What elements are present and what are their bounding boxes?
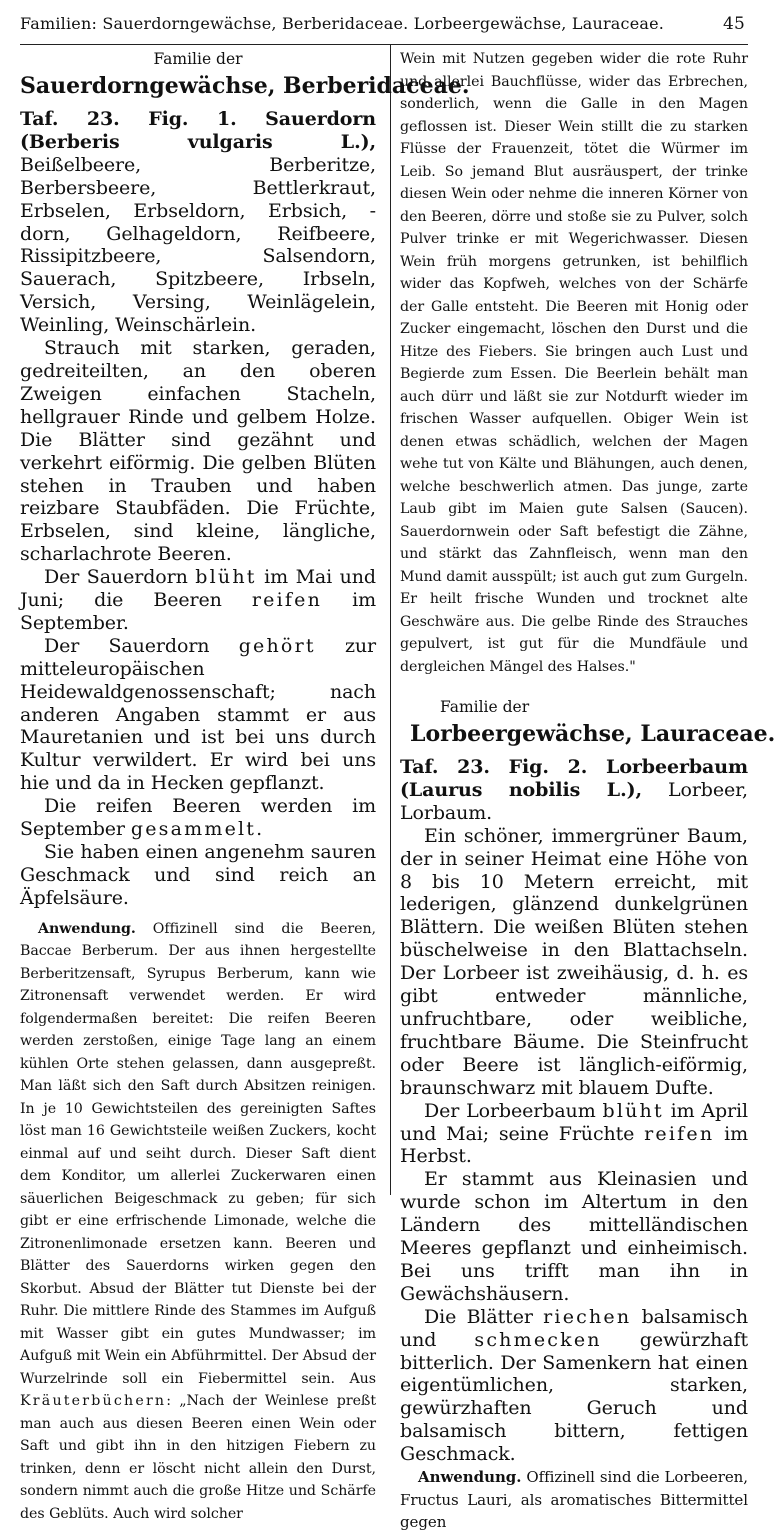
habitat-text: zur mitteleuropäischen Heidewaldgenossenschaft; nach anderen Angaben stammt er aus Mauretanien und ist bei uns durch Kultur verwildert. Er wird bei uns hie und da in Hecken gepflanzt. — [20, 634, 376, 795]
harvest-paragraph — [20, 795, 376, 841]
family-label: Familie der — [153, 50, 243, 68]
ripen-emphasis: reifen — [251, 589, 323, 612]
right-column — [400, 48, 775, 1534]
entry-synonyms: Lorbeer, Lorbaum. — [400, 778, 748, 824]
bloom-text: im Mai und Juni; die Beeren — [20, 566, 376, 612]
harvest-text: . — [256, 818, 263, 841]
bloom-paragraph — [20, 566, 376, 635]
family-title: Lorbeergewächse, Lauraceae. — [410, 721, 775, 747]
spacer — [400, 678, 748, 696]
usage-label: Anwendung. — [38, 920, 136, 937]
usage-paragraph — [400, 1466, 748, 1534]
smell-text: gewürzhaft bitterlich. Der Samenkern hat einen eigentümlichen, starken, gewürzhaften Geruch und balsamisch bittern, fettigen Geschmack. — [400, 1328, 748, 1466]
description-paragraph: Strauch mit starken, geraden, gedreiteilten, an den oberen Zweigen einfachen Stacheln, hellgrauer Rinde und gelbem Holze. Die Blätter sind gezähnt und verkehrt eiförmig. Die gelben Blüten stehen in Trauben und haben reizbare Staubfäden. Die Früchte, Erbselen, sind kleine, längliche, scharlachrote Beeren. — [20, 337, 376, 566]
header-rule — [20, 44, 748, 45]
usage-emphasis: Kräuterbüchern — [20, 1393, 167, 1410]
usage-text: Offizinell sind die Lorbeeren, Fructus Lauri, als aromatisches Bittermittel gegen — [400, 1468, 748, 1532]
smell-emphasis: riechen — [543, 1305, 632, 1328]
bloom-text: im September. — [20, 589, 376, 634]
usage-label: Anwendung. — [418, 1468, 522, 1487]
bloom-text: im April und Mai; seine Früchte — [400, 1099, 748, 1145]
bloom-text: Der Sauerdorn — [44, 566, 196, 589]
habitat-text: Der Sauerdorn — [44, 634, 239, 657]
usage-text: : „Nach der Weinlese preßt man auch aus diesen Beeren einen Wein oder Saft und gibt ihn in den hitzigen Fiebern zu trinken, denn er löscht nicht allein den Durst, sondern nimmt auch die große Hitze und Schärfe des Geblüts. Auch wird solcher — [20, 1393, 376, 1522]
entry-paragraph — [20, 108, 376, 337]
smell-text: Die Blätter — [424, 1305, 544, 1328]
habitat-emphasis: gehört — [238, 634, 316, 657]
entry-synonyms: Beißelbeere, Berberitze, Berbersbeere, Bettlerkraut, Erbselen, Erbseldorn, Erbsich, -dorn, Gelhageldorn, Reifbeere, Rissipitzbeere, Salsendorn, Sauerach, Spitzbeere, Irbseln, Versich, Versing, Weinlägelein, Weinling, Weinschärlein. — [20, 153, 376, 337]
spacer — [20, 910, 376, 918]
running-head — [20, 14, 745, 34]
description-paragraph: Ein schöner, immergrüner Baum, der in seiner Heimat eine Höhe von 8 bis 10 Metern erreicht, mit lederigen, glänzend dunkelgrünen Blättern. Die weißen Blüten stehen büschelweise in den Blattachseln. Der Lorbeer ist zweihäusig, d. h. es gibt entweder männliche, unfruchtbare, oder weibliche, fruchtbare Bäume. Die Steinfrucht oder Beere ist länglich-eiförmig, braunschwarz mit blauem Dufte. — [400, 824, 748, 1099]
usage-paragraph — [20, 918, 376, 1526]
bloom-emphasis: blüht — [602, 1099, 664, 1122]
harvest-text: Die reifen Beeren werden im September — [20, 795, 376, 841]
continuation-paragraph: Wein mit Nutzen gegeben wider die rote Ruhr und allerlei Bauchflüsse, wider das Erbrechen, sonderlich, wenn die Galle in den Magen geflossen ist. Dieser Wein stillt die zu starken Flüsse der Frauenzeit, tötet die Würmer im Leib. So jemand Blut ausräuspert, der trinke diesen Wein oder nehme die inneren Körner von den Beeren, dörre und stoße sie zu Pulver, solch Pulver trinke er mit Wegerichwasser. Diesen Wein früh morgens getrunken, ist behilflich wider das Kopfweh, welches von der Schärfe der Galle entsteht. Die Beeren mit Honig oder Zucker eingemacht, löschen den Durst und die Hitze des Fiebers. Sie bringen auch Lust und Begierde zum Essen. Die Beerlein behält man auch dürr und läßt sie zur Notdurft wieder im frischen Wasser aufquellen. Obiger Wein ist denen etwas schädlich, welchen der Magen wehe tut von Kälte und Blähungen, auch denen, welche beschwerlich atmen. Das junge, zarte Laub gibt im Maien gute Salsen (Saucen). Sauerdornwein oder Saft befestigt die Zähne, und stärkt das Zahnfleisch, wenn man den Mund damit ausspült; ist auch gut zum Gurgeln. Er heilt frische Wunden und trocknet alte Geschwäre aus. Die gelbe Rinde des Strauches gepulvert, ist gut für die Mundfäule und dergleichen Mängel des Halses." — [400, 51, 748, 675]
smell-paragraph — [400, 1306, 748, 1466]
entry-paragraph — [400, 756, 748, 825]
bloom-text: Der Lorbeerbaum — [424, 1099, 603, 1122]
left-column — [20, 48, 470, 1525]
smell-text: balsamisch und — [400, 1305, 748, 1351]
entry-heading: Taf. 23. Fig. 2. Lorbeerbaum (Laurus nobilis L.), — [400, 756, 748, 801]
usage-text: Offizinell sind die Beeren, Baccae Berberum. Der aus ihnen hergestellte Berberitzensaft, Syrupus Berberum, kann wie Zitronensaft verwendet werden. Er wird folgendermaßen bereitet: Die reifen Beeren werden zerstoßen, einige Tage lang an einem kühlen Orte stehen gelassen, dann ausgepreßt. Man läßt sich den Saft durch Absitzen reinigen. In je 10 Gewichtsteilen des gereinigten Saftes löst man 16 Gewichtsteile weißen Zuckers, kocht einmal auf und seiht durch. Dieser Saft dient dem Konditor, um allerlei Zuckerwaren einen säuerlichen Beigeschmack zu geben; für sich gibt er eine erfrischende Limonade, welche die Zitronenlimonade ersetzen kann. Beeren und Blätter des Sauerdorns wirken gegen den Skorbut. Absud der Blätter tut Dienste bei der Ruhr. Die mittlere Rinde des Stammes im Aufguß mit Wasser gibt ein gutes Mundwasser; im Aufguß mit Wein ein Abführmittel. Der Absud der Wurzelrinde soll ein Fiebermittel sein. Aus — [20, 920, 376, 1387]
habitat-paragraph — [20, 635, 376, 795]
harvest-emphasis: gesammelt — [130, 818, 257, 841]
family-label: Familie der — [440, 698, 530, 716]
bloom-text: im Herbst. — [400, 1122, 748, 1168]
column-divider — [390, 45, 391, 1195]
bloom-paragraph — [400, 1100, 748, 1169]
taste-emphasis: schmecken — [474, 1328, 602, 1351]
entry-heading: Taf. 23. Fig. 1. Sauerdorn (Berberis vulgaris L.), — [20, 108, 376, 153]
ripen-emphasis: reifen — [644, 1122, 715, 1145]
bloom-emphasis: blüht — [195, 566, 257, 589]
running-head-title: Familien: Sauerdorngewächse, Berberidaceae. Lorbeergewächse, Lauraceae. — [20, 14, 665, 33]
habitat-paragraph: Er stammt aus Kleinasien und wurde schon im Altertum in den Ländern des mittelländischen Meeres gepflanzt und einheimisch. Bei uns trifft man ihn in Gewächshäusern. — [400, 1168, 748, 1305]
page-number: 45 — [722, 14, 745, 34]
taste-paragraph: Sie haben einen angenehm sauren Geschmack und sind reich an Äpfelsäure. — [20, 841, 376, 909]
family-title: Sauerdorngewächse, Berberidaceae. — [20, 73, 470, 99]
